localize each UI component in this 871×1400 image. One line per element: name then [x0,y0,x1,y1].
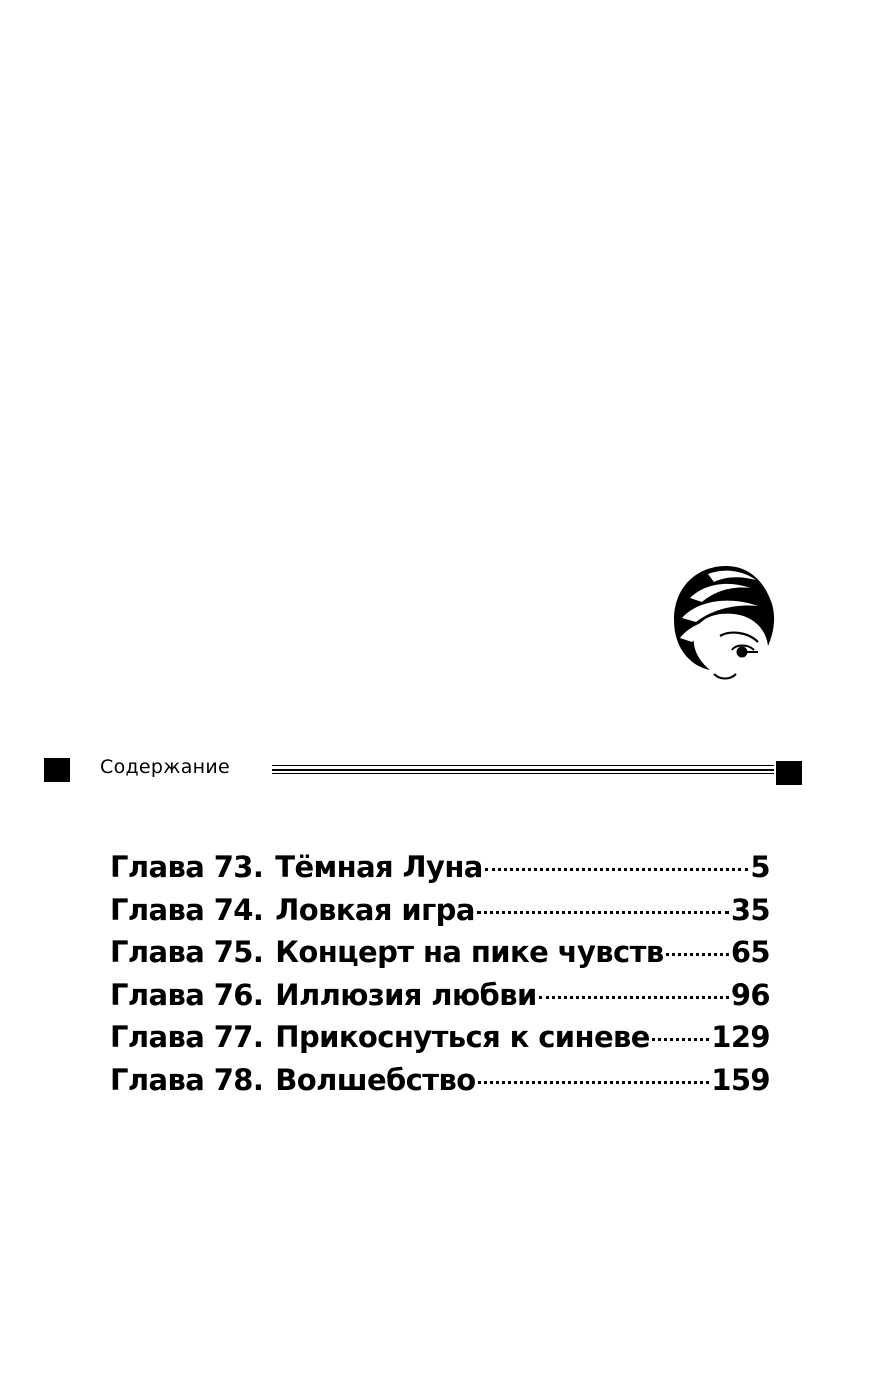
toc-page-number: 129 [711,1020,770,1055]
toc-chapter-title: Концерт на пике чувств [275,935,664,970]
toc-dot-leader [485,868,749,871]
toc-entry [110,935,770,978]
toc-chapter-title: Ловкая игра [275,892,475,927]
toc-entry [110,1020,770,1063]
toc-dot-leader [477,911,729,914]
toc-chapter-number: Глава 76. [110,977,264,1012]
header-square-right [776,761,802,785]
toc-dot-leader [652,1038,709,1041]
toc-chapter-title: Прикоснуться к синеве [275,1020,650,1055]
table-of-contents [110,850,770,1106]
toc-chapter-number: Глава 77. [110,1020,264,1055]
toc-chapter-number: Глава 73. [110,850,264,884]
toc-chapter-number: Глава 74. [110,892,264,927]
toc-chapter-title: Иллюзия любви [275,977,537,1012]
toc-entry [110,850,770,893]
toc-page-number: 65 [730,935,770,970]
toc-page-number: 96 [730,977,770,1012]
toc-page-number: 35 [730,892,770,927]
toc-chapter-title: Тёмная Луна [275,850,483,884]
toc-dot-leader [539,996,729,999]
header-square-left [44,758,70,782]
toc-entry [110,893,770,936]
toc-chapter-title: Волшебство [275,1062,476,1097]
toc-page-number: 5 [750,850,770,884]
toc-page-number: 159 [711,1062,770,1097]
toc-chapter-number: Глава 75. [110,935,264,970]
toc-dot-leader [666,953,729,956]
swirl-face-logo-icon [668,562,778,684]
header-rule [272,765,774,774]
toc-entry [110,978,770,1021]
toc-chapter-number: Глава 78. [110,1062,264,1097]
toc-entry [110,1063,770,1106]
page-title: Содержание [100,756,230,778]
toc-dot-leader [478,1081,710,1084]
